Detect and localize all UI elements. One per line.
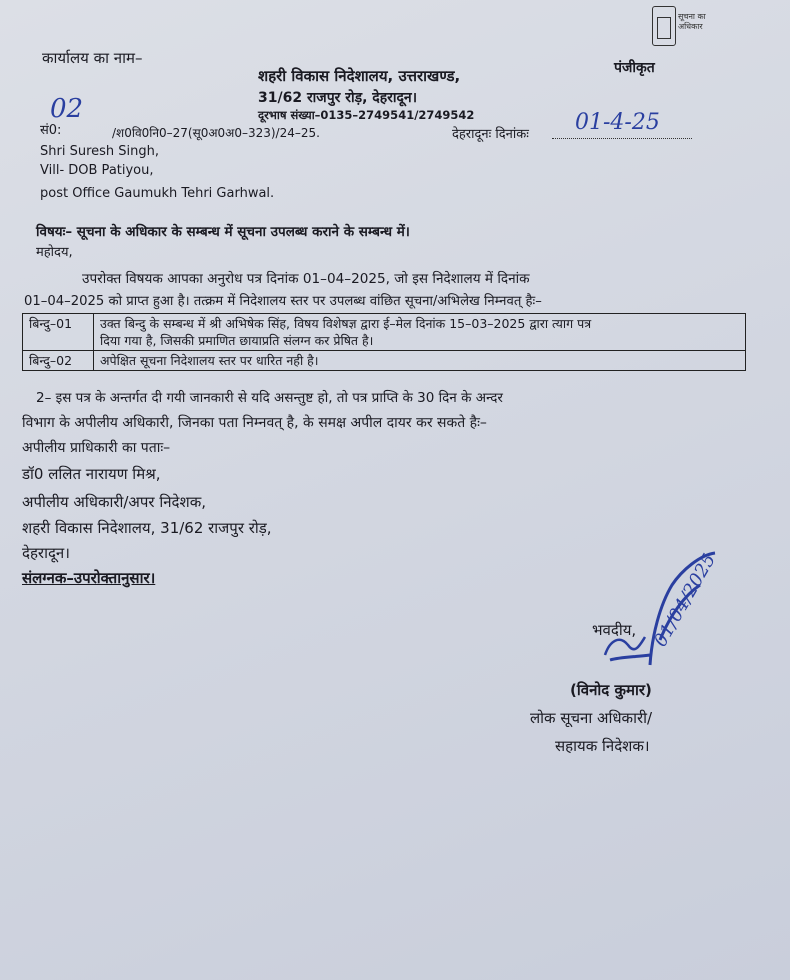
- appellate-name: डॉ0 ललित नारायण मिश्र,: [22, 465, 161, 483]
- rti-logo-icon: [652, 6, 676, 46]
- table-text-line: दिया गया है, जिसकी प्रमाणित छायाप्रति संलग्न कर प्रेषित है।: [100, 333, 374, 348]
- information-table: [22, 313, 746, 371]
- appellate-office: शहरी विकास निदेशालय, 31/62 राजपुर रोड़,: [22, 519, 272, 537]
- recipient-line2: Vill- DOB Patiyou,: [40, 163, 154, 178]
- signature-date: 01/04/2025: [650, 550, 721, 651]
- table-text-line: अपेक्षित सूचना निदेशालय स्तर पर धारित नही है।: [100, 353, 319, 368]
- office-phone: दूरभाष संख्या–0135–2749541/2749542: [258, 108, 475, 122]
- table-cell-point: बिन्दु–01: [23, 314, 94, 351]
- closing: भवदीय,: [592, 621, 637, 639]
- recipient-line1: Shri Suresh Singh,: [40, 144, 159, 159]
- office-name: शहरी विकास निदेशालय, उत्तराखण्ड,: [258, 67, 461, 85]
- subject-line: विषयः– सूचना के अधिकार के सम्बन्ध में सूचना उपलब्ध कराने के सम्बन्ध में।: [36, 224, 410, 240]
- ref-prefix: सं0:: [40, 123, 62, 138]
- signatory-designation1: लोक सूचना अधिकारी/: [530, 709, 653, 727]
- para1-line2: 01–04–2025 को प्राप्त हुआ है। तत्क्रम में निदेशालय स्तर पर उपलब्ध वांछित सूचना/अभिलेख निम्नवत् हैः–: [24, 294, 542, 309]
- date-dotted-line: [552, 138, 692, 139]
- office-address: 31/62 राजपुर रोड़, देहरादून।: [258, 90, 418, 106]
- registered-label: पंजीकृत: [614, 60, 655, 76]
- date-label: देहरादूनः दिनांकः: [452, 127, 529, 142]
- table-text-line: उक्त बिन्दु के सम्बन्ध में श्री अभिषेक सिंह, विषय विशेषज्ञ द्वारा ई–मेल दिनांक 15–03–2025 द्वारा त्याग पत्र: [100, 316, 592, 331]
- table-row: [23, 314, 746, 351]
- enclosure-note: संलग्नक–उपरोक्तानुसार।: [22, 569, 156, 587]
- recipient-line3: post Office Gaumukh Tehri Garhwal.: [40, 186, 275, 201]
- logo-text: सूचना का अधिकार: [678, 12, 706, 31]
- signatory-designation2: सहायक निदेशक।: [555, 737, 650, 755]
- table-cell-text: [94, 351, 746, 371]
- salutation: महोदय,: [36, 245, 73, 260]
- appellate-designation: अपीलीय अधिकारी/अपर निदेशक,: [22, 493, 206, 511]
- appellate-city: देहरादून।: [22, 544, 70, 562]
- table-cell-text: [94, 314, 746, 351]
- handwritten-ref-number: 02: [50, 94, 84, 124]
- appellate-label: अपीलीय प्राधिकारी का पताः–: [22, 440, 171, 456]
- para2-line1: 2– इस पत्र के अन्तर्गत दी गयी जानकारी से यदि असन्तुष्ट हो, तो पत्र प्राप्ति के 30 दिन के अन्दर: [36, 390, 503, 406]
- table-row: [23, 351, 746, 371]
- handwritten-date: 01-4-25: [575, 110, 660, 135]
- para2-line2: विभाग के अपीलीय अधिकारी, जिनका पता निम्नवत् है, के समक्ष अपील दायर कर सकते हैः–: [22, 415, 487, 431]
- table-cell-point: बिन्दु–02: [23, 351, 94, 371]
- signatory-name: (विनोद कुमार): [570, 681, 652, 699]
- para1-line1: उपरोक्त विषयक आपका अनुरोध पत्र दिनांक 01–04–2025, जो इस निदेशालय में दिनांक: [82, 271, 530, 287]
- office-label: कार्यालय का नाम–: [42, 49, 143, 67]
- ref-number: /श0वि0नि0–27(सू0अ0अ0–323)/24–25.: [112, 126, 320, 140]
